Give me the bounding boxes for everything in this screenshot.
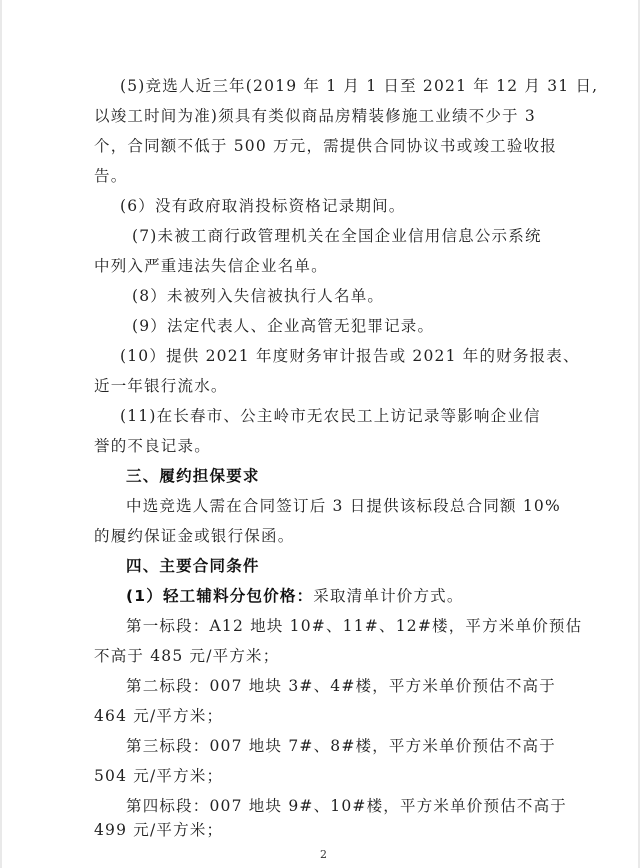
text-line: 中列入严重违法失信企业名单。 (94, 257, 328, 275)
section-heading: 四、主要合同条件 (126, 557, 260, 575)
text-line: 第一标段：A12 地块 10#、11#、12#楼，平方米单价预估 (126, 617, 583, 635)
text-line: (9）法定代表人、企业高管无犯罪记录。 (132, 317, 435, 335)
text-line: 个，合同额不低于 500 万元，需提供合同协议书或竣工验收报 (94, 137, 557, 155)
text-line: 504 元/平方米； (94, 767, 224, 785)
document-page (2, 0, 638, 868)
text-line: 499 元/平方米； (94, 821, 224, 839)
text-line: 第四标段：007 地块 9#、10#楼，平方米单价预估不高于 (126, 797, 567, 815)
text-line: (11)在长春市、公主岭市无农民工上访记录等影响企业信 (120, 407, 541, 425)
bold-label: (1）轻工辅料分包价格： (126, 587, 314, 605)
text-line: (5)竞选人近三年(2019 年 1 月 1 日至 2021 年 12 月 31 日, (120, 77, 599, 95)
text-line: (7)未被工商行政管理机关在全国企业信用信息公示系统 (132, 227, 542, 245)
page-number: 2 (320, 848, 327, 861)
text-line: 告。 (94, 167, 128, 185)
text-run: 采取清单计价方式。 (313, 587, 464, 605)
text-line: 以竣工时间为准)须具有类似商品房精装修施工业绩不少于 3 (94, 107, 536, 125)
section-heading: 三、履约担保要求 (126, 467, 260, 485)
text-line: (8）未被列入失信被执行人名单。 (132, 287, 385, 305)
text-line: (6）没有政府取消投标资格记录期间。 (120, 197, 406, 215)
text-line: 第三标段：007 地块 7#、8#楼，平方米单价预估不高于 (126, 737, 556, 755)
text-line: 第二标段：007 地块 3#、4#楼，平方米单价预估不高于 (126, 677, 556, 695)
text-line: 的履约保证金或银行保函。 (94, 527, 295, 545)
text-line (126, 584, 464, 606)
text-line: 中选竞选人需在合同签订后 3 日提供该标段总合同额 10% (126, 497, 561, 515)
text-line: 不高于 485 元/平方米； (94, 647, 280, 665)
text-line: 誉的不良记录。 (94, 437, 211, 455)
text-line: (10）提供 2021 年度财务审计报告或 2021 年的财务报表、 (120, 347, 580, 365)
text-line: 近一年银行流水。 (94, 377, 228, 395)
text-line: 464 元/平方米； (94, 707, 224, 725)
